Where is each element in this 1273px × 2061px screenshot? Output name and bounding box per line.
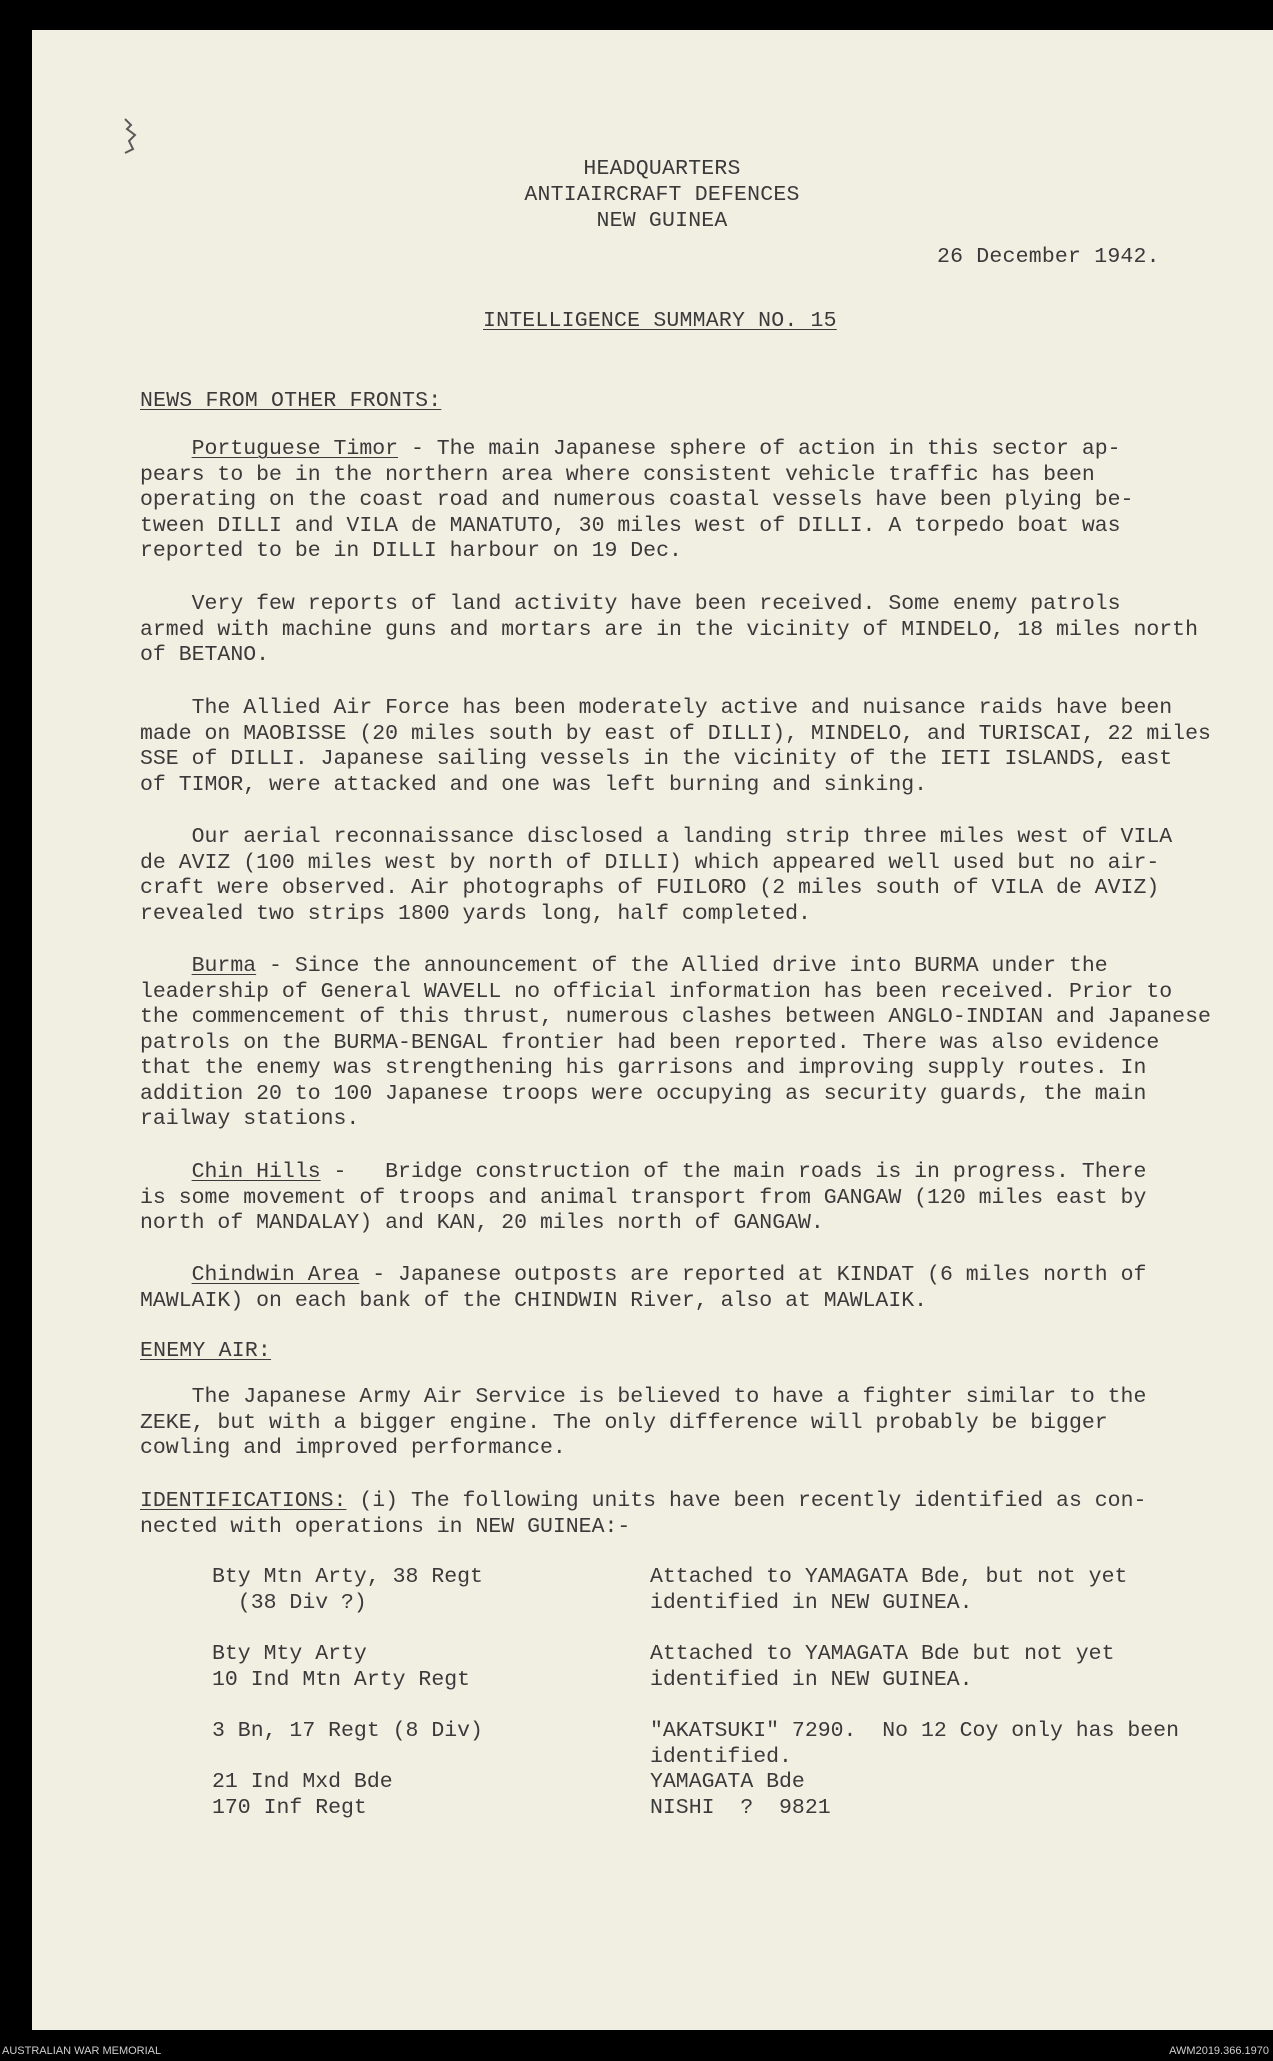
- document-title: INTELLIGENCE SUMMARY NO. 15: [483, 309, 837, 333]
- timor-text-1: - The main Japanese sphere of action in this sector ap- pears to be in the northern area where consistent vehicle traffic has been operating on the coast road and numerous coastal vessels have been plying be- tween DILLI and VILA de MANATUTO, 30 miles west of DILLI. A torpedo boat was reported to be in DILLI harbour on 19 Dec.: [140, 437, 1134, 563]
- unit-note-1: Attached to YAMAGATA Bde, but not yet identified in NEW GUINEA.: [650, 1565, 1128, 1615]
- chin-hills-label: Chin Hills: [191, 1160, 321, 1184]
- footer-accession-number: AWM2019.366.1970: [1169, 2045, 1269, 2057]
- section-heading-identifications: IDENTIFICATIONS:: [140, 1489, 347, 1513]
- timor-paragraph-4: Our aerial reconnaissance disclosed a landing strip three miles west of VILA de AVIZ (100 miles west by north of DILLI) which appeared well used but no air- craft were observed. Air photographs of FUILORO (2 miles south of VILA de AVIZ) revealed two strips 1800 yards long, half completed.: [140, 825, 1173, 926]
- unit-note-4: YAMAGATA Bde NISHI ? 9821: [650, 1770, 831, 1820]
- section-heading-enemy-air: ENEMY AIR:: [140, 1339, 272, 1363]
- chindwin-label: Chindwin Area: [191, 1263, 360, 1287]
- burma-text: - Since the announcement of the Allied drive into BURMA under the leadership of General WAVELL no official information has been received. Prior to the commencement of this thrust, numerous clashes between ANGLO-INDIAN and Japanese patrols on the BURMA-BENGAL frontier had been reported. There was also evidence that the enemy was strengthening his garrisons and improving supply routes. In addition 20 to 100 Japanese troops were occupying as security guards, the main railway stations.: [140, 954, 1211, 1131]
- header-line-2: ANTIAIRCRAFT DEFENCES: [524, 183, 800, 207]
- chindwin-text: - Japanese outposts are reported at KINDAT (6 miles north of MAWLAIK) on each bank of the CHINDWIN River, also at MAWLAIK.: [140, 1263, 1147, 1313]
- header-line-3: NEW GUINEA: [596, 209, 728, 233]
- identifications-paragraph: [140, 1489, 1220, 1540]
- unit-name-1: Bty Mtn Arty, 38 Regt (38 Div ?): [212, 1565, 483, 1615]
- unit-name-2: Bty Mty Arty 10 Ind Mtn Arty Regt: [212, 1642, 471, 1692]
- chin-hills-paragraph: [140, 1160, 1220, 1237]
- header-line-1: HEADQUARTERS: [583, 157, 741, 181]
- footer-source: AUSTRALIAN WAR MEMORIAL: [2, 2045, 162, 2057]
- chin-hills-text: - Bridge construction of the main roads is in progress. There is some movement of troops and animal transport from GANGAW (120 miles east by north of MANDALAY) and KAN, 20 miles north of GANGAW.: [140, 1160, 1147, 1235]
- identifications-intro: (i) The following units have been recently identified as con- nected with operations in NEW GUINEA:-: [140, 1489, 1147, 1539]
- unit-note-2: Attached to YAMAGATA Bde but not yet identified in NEW GUINEA.: [650, 1642, 1115, 1692]
- chindwin-paragraph: [140, 1263, 1220, 1314]
- paper-mark-icon: [117, 115, 145, 157]
- timor-paragraph-2: Very few reports of land activity have been received. Some enemy patrols armed with machine guns and mortars are in the vicinity of MINDELO, 18 miles north of BETANO.: [140, 592, 1198, 667]
- burma-label: Burma: [191, 954, 257, 978]
- enemy-air-paragraph: The Japanese Army Air Service is believed to have a fighter similar to the ZEKE, but with a bigger engine. The only difference will probably be bigger cowling and improved performance.: [140, 1385, 1147, 1460]
- document-date: 26 December 1942.: [937, 245, 1160, 269]
- timor-paragraph-3: The Allied Air Force has been moderately active and nuisance raids have been made on MAOBISSE (20 miles south by east of DILLI), MINDELO, and TURISCAI, 22 miles SSE of DILLI. Japanese sailing vessels in the vicinity of the IETI ISLANDS, east of TIMOR, were attacked and one was left burning and sinking.: [140, 696, 1211, 797]
- burma-paragraph: [140, 954, 1220, 1133]
- unit-note-3: "AKATSUKI" 7290. No 12 Coy only has been identified.: [650, 1719, 1179, 1769]
- section-heading-news: NEWS FROM OTHER FRONTS:: [140, 389, 442, 413]
- unit-name-3: 3 Bn, 17 Regt (8 Div): [212, 1719, 483, 1743]
- timor-label: Portuguese Timor: [191, 437, 399, 461]
- document-page: [32, 30, 1273, 2030]
- unit-name-4: 21 Ind Mxd Bde 170 Inf Regt: [212, 1770, 393, 1820]
- timor-paragraph-1: [140, 437, 1220, 565]
